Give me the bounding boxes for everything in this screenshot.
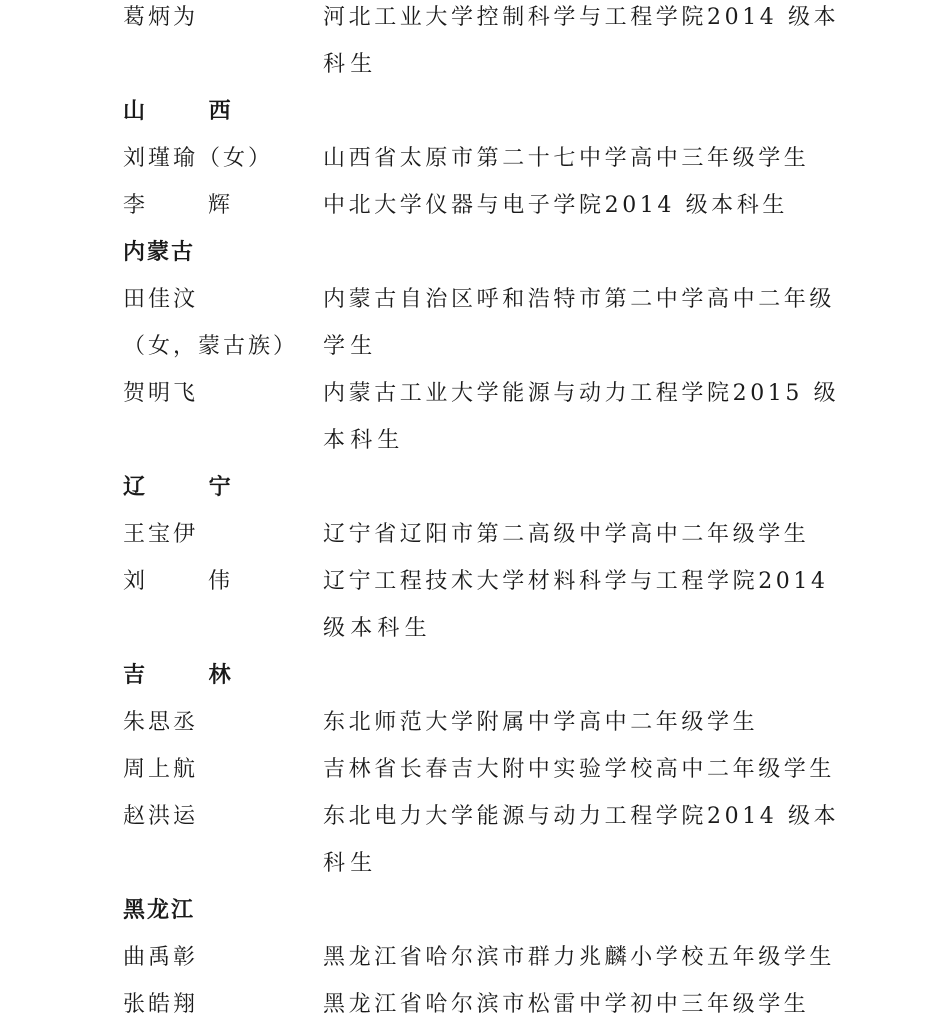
person-description: 东北师范大学附属中学高中二年级学生 <box>323 710 759 735</box>
person-description-cont: 科生 <box>323 52 378 77</box>
person-name: 葛炳为 <box>123 5 199 30</box>
person-name: 刘瑾瑜（女） <box>123 146 274 171</box>
province-heading: 黑龙江 <box>123 898 196 923</box>
person-name: 张皓翔 <box>123 992 199 1017</box>
province-heading: 辽 宁 <box>123 475 259 500</box>
person-description-cont: 学生 <box>323 334 378 359</box>
person-name: 曲禹彰 <box>123 945 199 970</box>
person-description-cont: 级本科生 <box>323 616 432 641</box>
person-name: 李 辉 <box>123 193 258 218</box>
person-name: 贺明飞 <box>123 381 199 406</box>
person-description: 内蒙古工业大学能源与动力工程学院2015 级 <box>323 381 840 406</box>
person-name: 周上航 <box>123 757 199 782</box>
person-description: 河北工业大学控制科学与工程学院2014 级本 <box>323 5 840 30</box>
person-name: 刘 伟 <box>123 569 258 594</box>
person-description: 辽宁工程技术大学材料科学与工程学院2014 <box>323 569 829 594</box>
person-description: 东北电力大学能源与动力工程学院2014 级本 <box>323 804 840 829</box>
person-description: 山西省太原市第二十七中学高中三年级学生 <box>323 146 810 171</box>
person-description: 中北大学仪器与电子学院2014 级本科生 <box>323 193 788 218</box>
person-description: 黑龙江省哈尔滨市群力兆麟小学校五年级学生 <box>323 945 836 970</box>
person-description: 内蒙古自治区呼和浩特市第二中学高中二年级 <box>323 287 836 312</box>
person-name: 朱思丞 <box>123 710 199 735</box>
province-heading: 吉 林 <box>123 663 259 688</box>
person-description: 吉林省长春吉大附中实验学校高中二年级学生 <box>323 757 836 782</box>
person-name-note: （女，蒙古族） <box>123 334 299 359</box>
province-heading: 山 西 <box>123 99 259 124</box>
person-description: 辽宁省辽阳市第二高级中学高中二年级学生 <box>323 522 810 547</box>
person-name: 田佳汶 <box>123 287 199 312</box>
person-description: 黑龙江省哈尔滨市松雷中学初中三年级学生 <box>323 992 810 1017</box>
person-name: 王宝伊 <box>123 522 199 547</box>
person-name: 赵洪运 <box>123 804 199 829</box>
person-description-cont: 科生 <box>323 851 378 876</box>
person-description-cont: 本科生 <box>323 428 405 453</box>
province-heading: 内蒙古 <box>123 240 196 265</box>
